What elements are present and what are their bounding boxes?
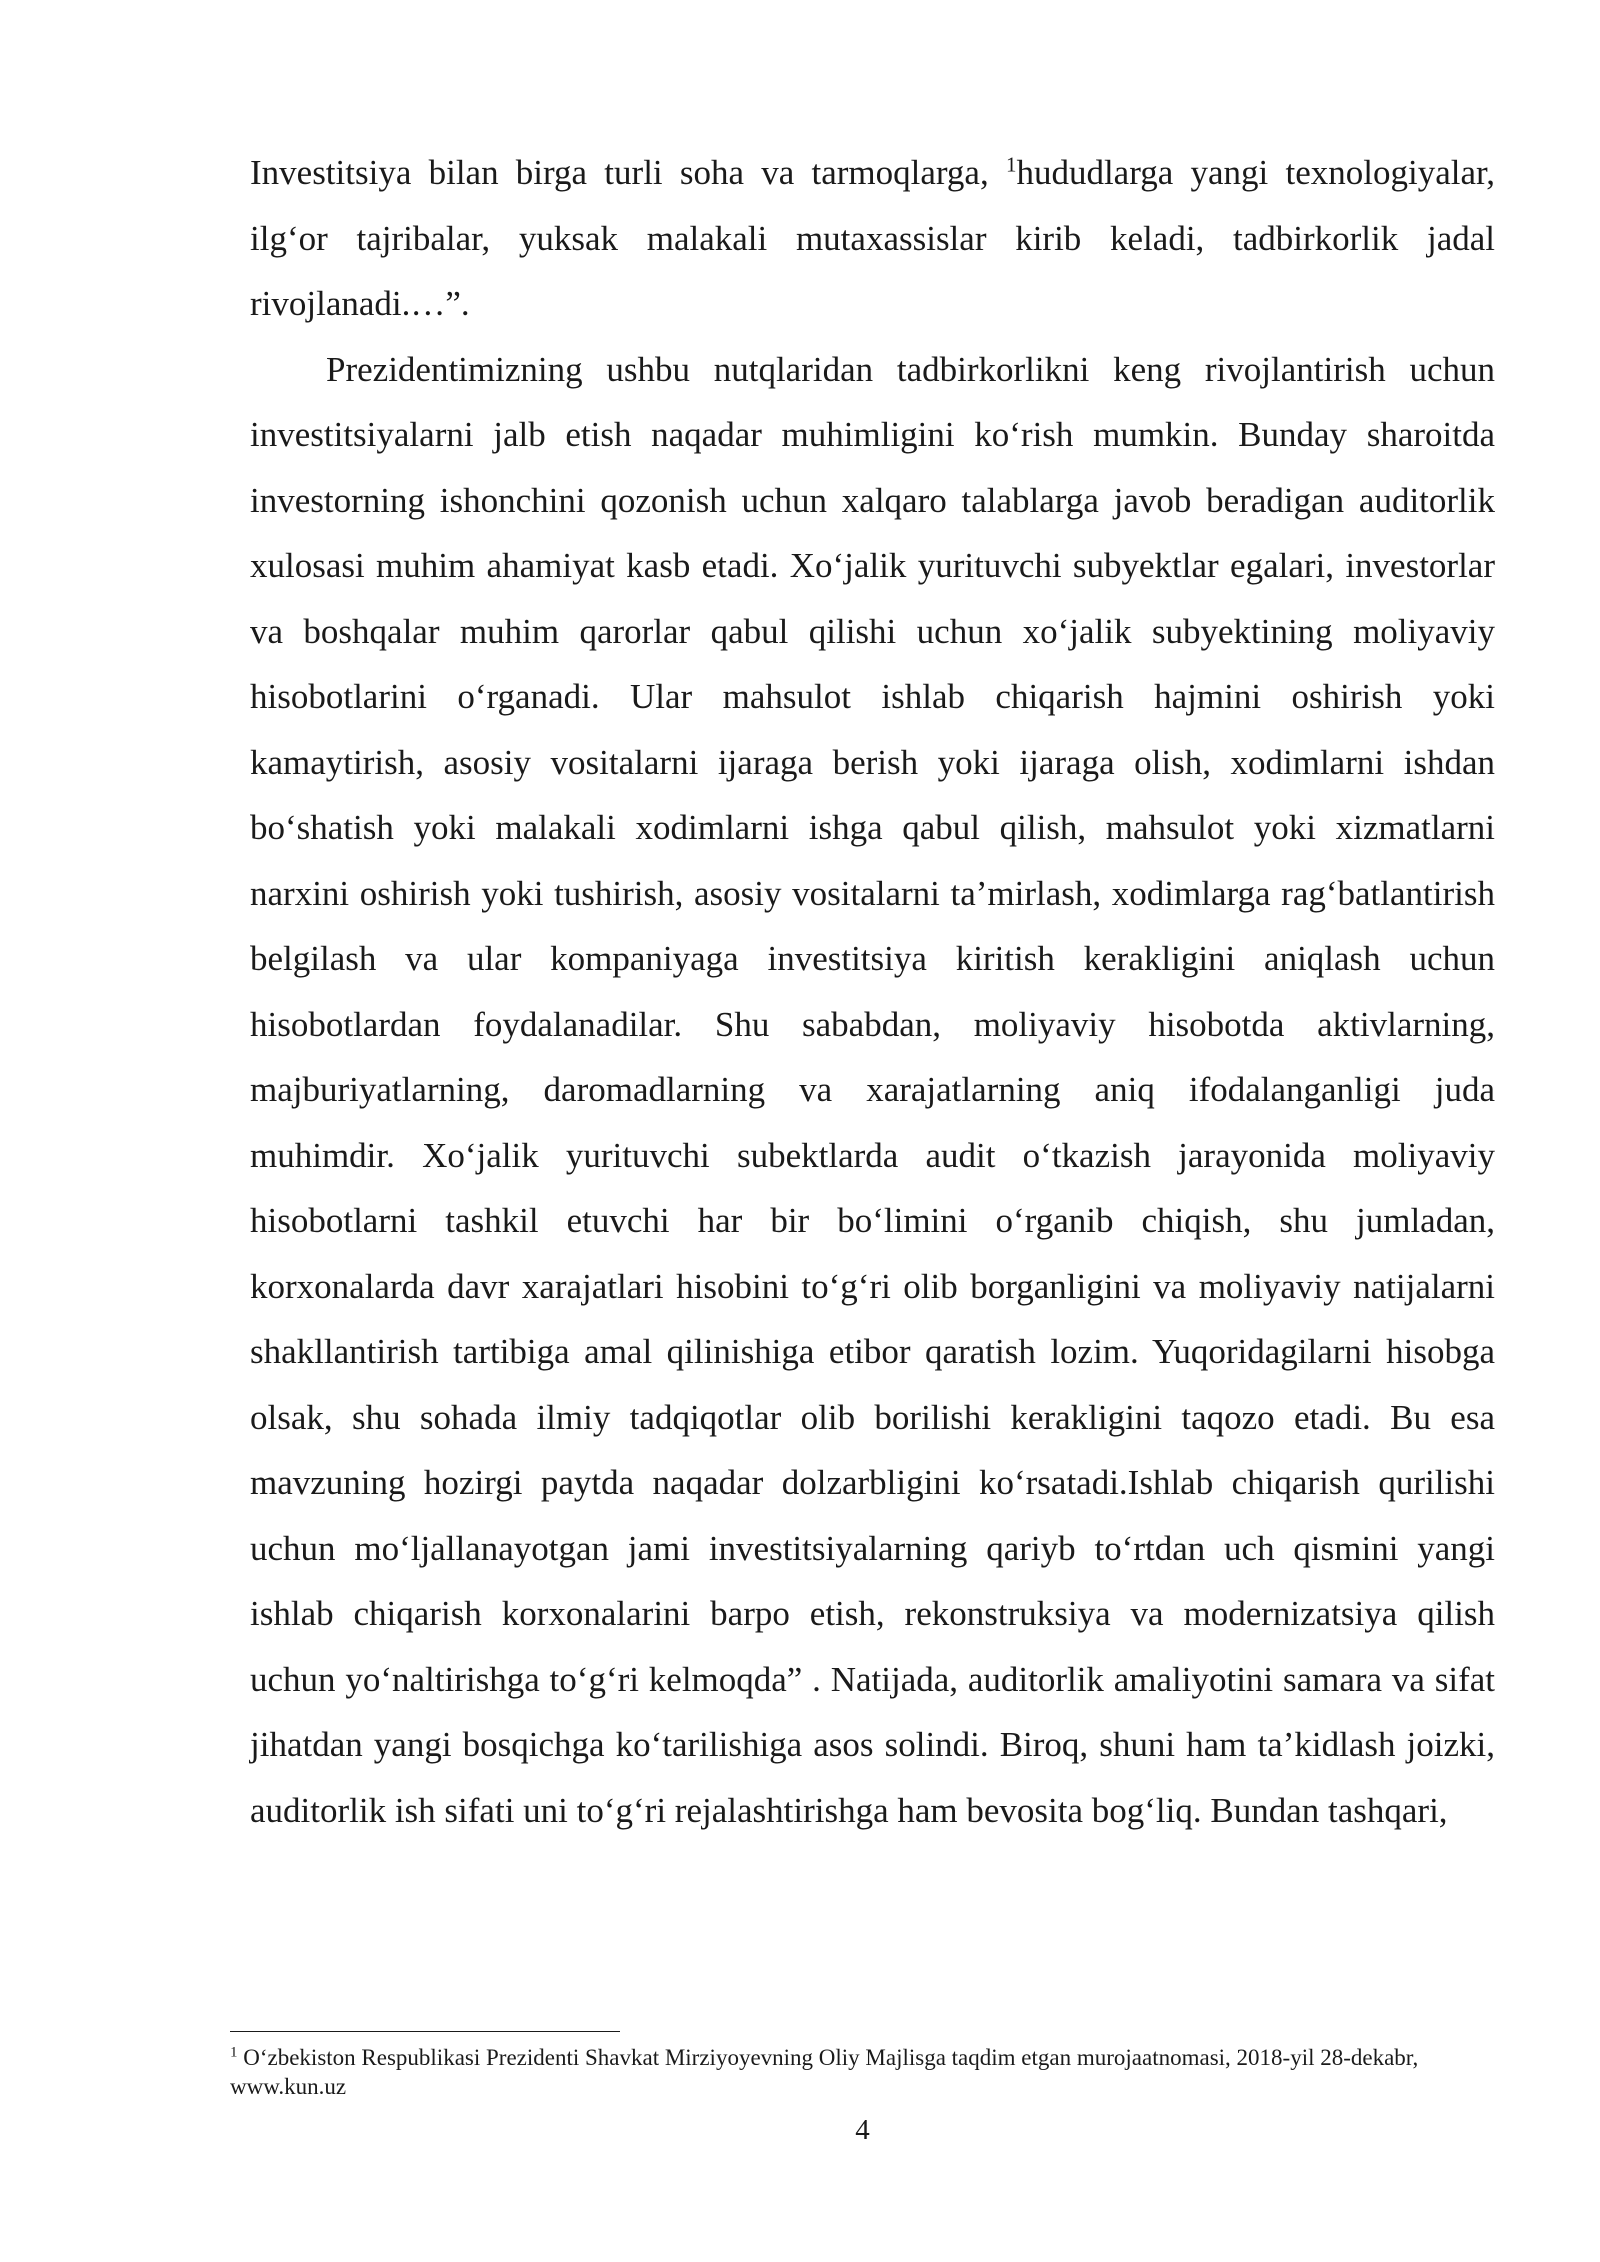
paragraph-1-start: Investitsiya bilan birga turli soha va tarmoqlarga, [250,153,1006,192]
footnote [230,2043,1500,2101]
paragraph-1 [250,140,1495,337]
footnote-separator [230,2031,620,2032]
paragraph-2: Prezidentimizning ushbu nutqlaridan tadbirkorlikni keng rivojlantirish uchun investitsiyalarni jalb etish naqadar muhimligini ko‘rish mumkin. Bunday sharoitda investorning ishonchini qozonish uchun xalqaro talablarga javob beradigan auditorlik xulosasi muhim ahamiyat kasb etadi. Xo‘jalik yurituvchi subyektlar egalari, investorlar va boshqalar muhim qarorlar qabul qilishi uchun xo‘jalik subyektining moliyaviy hisobotlarini o‘rganadi. Ular mahsulot ishlab chiqarish hajmini oshirish yoki kamaytirish, asosiy vositalarni ijaraga berish yoki ijaraga olish, xodimlarni ishdan bo‘shatish yoki malakali xodimlarni ishga qabul qilish, mahsulot yoki xizmatlarni narxini oshirish yoki tushirish, asosiy vositalarni ta’mirlash, xodimlarga rag‘batlantirish belgilash va ular kompaniyaga investitsiya kiritish kerakligini aniqlash uchun hisobotlardan foydalanadilar. Shu sababdan, moliyaviy hisobotda aktivlarning, majburiyatlarning, daromadlarning va xarajatlarning aniq ifodalanganligi juda muhimdir. Xo‘jalik yurituvchi subektlarda audit o‘tkazish jarayonida moliyaviy hisobotlarni tashkil etuvchi har bir bo‘limini o‘rganib chiqish, shu jumladan, korxonalarda davr xarajatlari hisobini to‘g‘ri olib borganligini va moliyaviy natijalarni shakllantirish tartibiga amal qilinishiga etibor qaratish lozim. Yuqoridagilarni hisobga olsak, shu sohada ilmiy tadqiqotlar olib borilishi kerakligini taqozo etadi. Bu esa mavzuning hozirgi paytda naqadar dolzarbligini ko‘rsatadi.Ishlab chiqarish qurilishi uchun mo‘ljallanayotgan jami investitsiyalarning qariyb to‘rtdan uch qismini yangi ishlab chiqarish korxonalarini barpo etish, rekonstruksiya va modernizatsiya qilish uchun yo‘naltirishga to‘g‘ri kelmoqda” . Natijada, auditorlik amaliyotini samara va sifat jihatdan yangi bosqichga ko‘tarilishiga asos solindi. Biroq, shuni ham ta’kidlash joizki, auditorlik ish sifati uni to‘g‘ri rejalashtirishga ham bevosita bog‘liq. Bundan tashqari, [250,349,1495,1830]
paragraph-1-end: hududlarga yangi texnologiyalar, ilg‘or tajribalar, yuksak malakali mutaxassislar kirib keladi, tadbirkorlik jadal rivojlanadi.…”. [250,153,1495,323]
footnote-text: O‘zbekiston Respublikasi Prezidenti Shavkat Mirziyoyevning Oliy Majlisga taqdim etgan murojaatnomasi, 2018-yil 28-dekabr, www.kun.uz [230,2045,1419,2099]
footnote-reference-mark: 1 [1005,152,1017,177]
body-text [250,140,1495,1843]
page-number: 4 [855,2114,870,2146]
footnote-number: 1 [230,2044,238,2061]
